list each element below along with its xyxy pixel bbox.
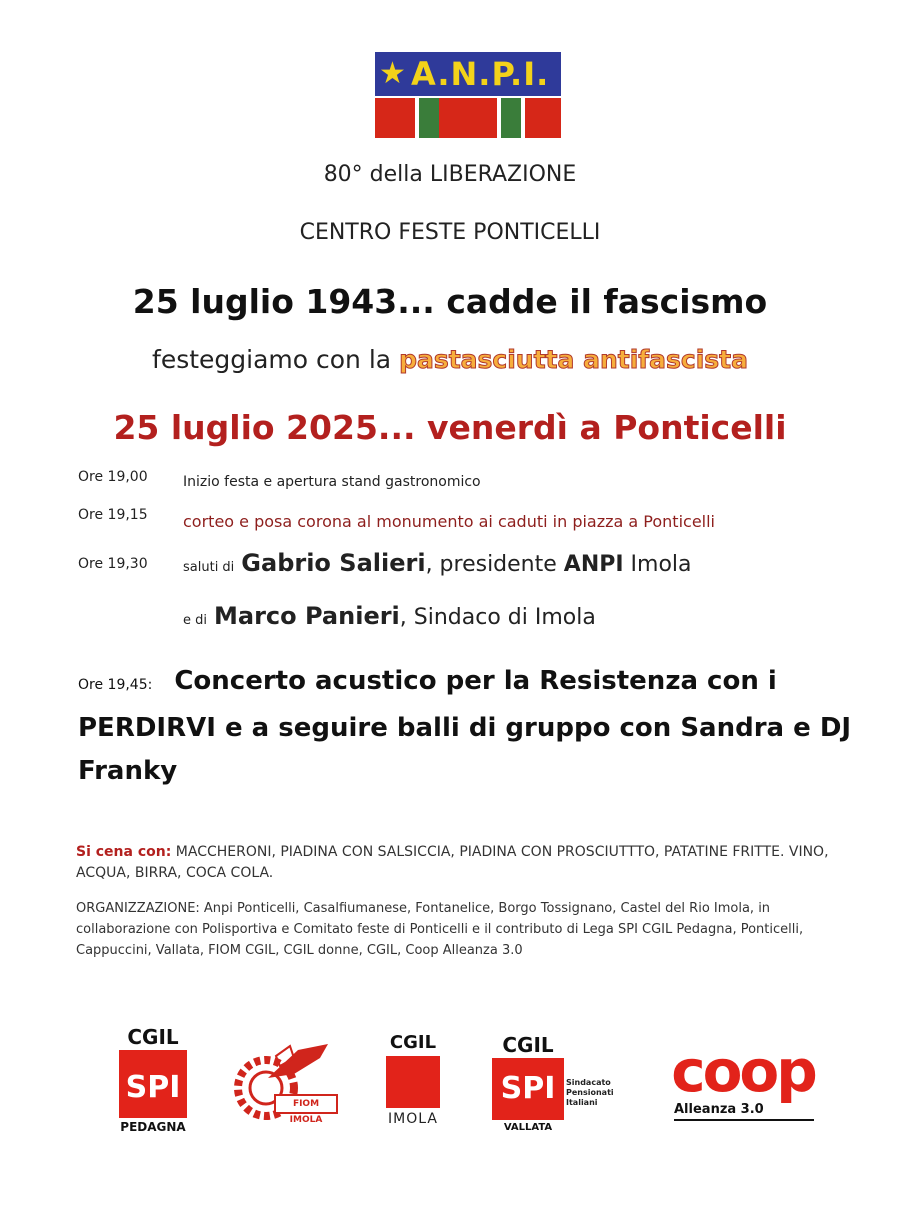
spi-side-text: Sindacato Pensionati Italiani (566, 1078, 614, 1107)
logo-top-text: CGIL (127, 1025, 179, 1049)
speaker-role: , presidente (425, 552, 564, 577)
star-icon: ★ (379, 56, 406, 91)
anpi-logo-banner (375, 52, 561, 96)
program-text: corteo e posa corona al monumento ai caduti in piazza a Ponticelli (183, 512, 715, 531)
headline-2025: 25 luglio 2025... venerdì a Ponticelli (113, 408, 787, 447)
pastasciutta-highlight: pastasciutta antifascista (399, 345, 748, 374)
flag-stripe-red (375, 98, 415, 138)
program-concert (78, 660, 858, 793)
logo-bottom-text: VALLATA (503, 1122, 553, 1133)
logo-bottom-text: PEDAGNA (120, 1120, 186, 1134)
fiom-label: FIOM IMOLA (274, 1094, 338, 1114)
logo-bottom-text: IMOLA (388, 1111, 438, 1127)
speaker-name: Marco Panieri (214, 602, 400, 630)
program-time: Ore 19,00 (78, 469, 148, 485)
flag-stripe-green (419, 98, 439, 138)
logo-top-text: CGIL (502, 1033, 554, 1057)
spi-box: SPI (492, 1058, 564, 1120)
program-speaker-2 (183, 602, 596, 630)
celebrate-prefix: festeggiamo con la (152, 345, 392, 374)
dinner-menu (76, 842, 856, 884)
cgil-spi-vallata-logo (490, 1034, 630, 1140)
program-text: Inizio festa e apertura stand gastronomico (183, 474, 481, 490)
organization-text: ORGANIZZAZIONE: Anpi Ponticelli, Casalfiumanese, Fontanelice, Borgo Tossignano, Castel del Rio Imola, in collaborazione con Polisportiva e Comitato feste di Ponticelli e il contributo di Lega SPI CGIL Pedagna, Ponticelli, Cappuccini, Vallata, FIOM CGIL, CGIL donne, CGIL, Coop Alleanza 3.0 (76, 901, 804, 958)
coop-underline (674, 1119, 814, 1121)
speaker-place: Imola (623, 552, 692, 577)
concert-text: Concerto acustico per la Resistenza con i PERDIRVI e a seguire balli di gruppo con Sandra e DJ Franky (78, 666, 852, 786)
speaker-name: Gabrio Salieri (241, 549, 426, 577)
saluti-label: saluti di (183, 560, 235, 575)
spi-box: SPI (119, 1050, 187, 1118)
speaker-org: ANPI (563, 552, 624, 577)
flag-stripe-red (525, 98, 561, 138)
program-time: Ore 19,30 (78, 556, 148, 572)
anpi-logo-text: A.N.P.I. (411, 55, 550, 93)
e-di-label: e di (183, 613, 207, 628)
venue-title: CENTRO FESTE PONTICELLI (299, 220, 601, 245)
program-time: Ore 19,45: (78, 677, 153, 693)
cgil-red-square (386, 1056, 440, 1108)
coop-word: coop (671, 1037, 815, 1105)
coop-logo (668, 1037, 818, 1132)
program-speaker-1 (183, 549, 692, 577)
speaker-role: , Sindaco di Imola (399, 605, 596, 630)
cgil-imola-logo (378, 1032, 448, 1132)
flag-stripe-red (439, 98, 497, 138)
dinner-text: MACCHERONI, PIADINA CON SALSICCIA, PIADINA CON PROSCIUTTTO, PATATINE FRITTE. VINO, ACQUA, BIRRA, COCA COLA. (76, 844, 829, 881)
cgil-spi-pedagna-logo (113, 1025, 193, 1134)
anpi-logo (375, 52, 561, 138)
dinner-label: Si cena con: (76, 844, 172, 860)
logo-top-text: CGIL (389, 1032, 437, 1053)
anniversary-title: 80° della LIBERAZIONE (323, 162, 577, 187)
fiom-imola-logo (228, 1038, 336, 1124)
coop-sub: Alleanza 3.0 (674, 1102, 764, 1117)
flag-stripe-green (501, 98, 521, 138)
headline-1943: 25 luglio 1943... cadde il fascismo (132, 282, 768, 321)
celebrate-line (0, 345, 900, 374)
program-time: Ore 19,15 (78, 507, 148, 523)
